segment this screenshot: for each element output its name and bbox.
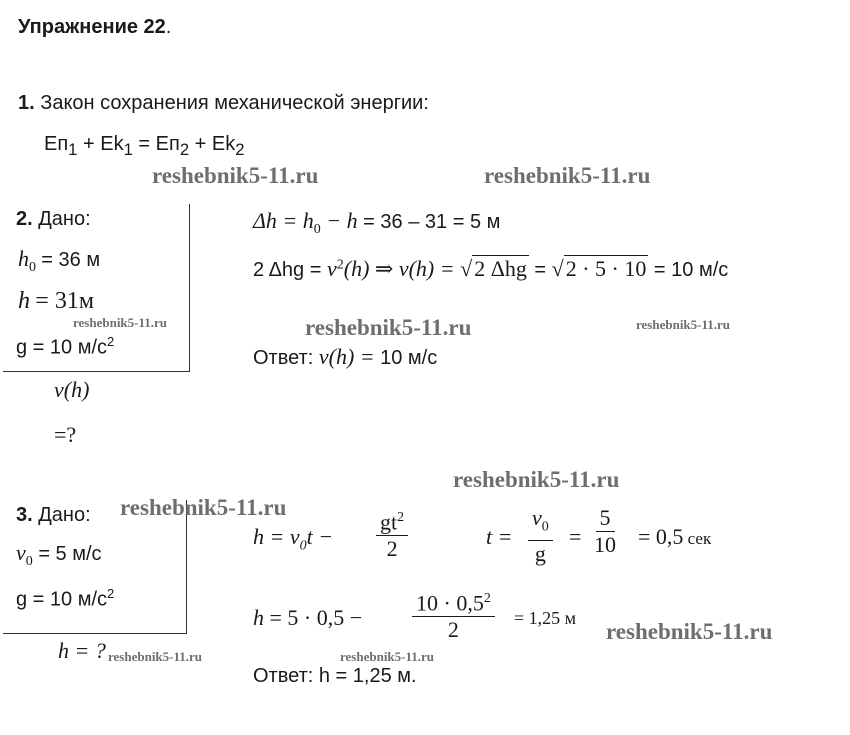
- g-sup: 2: [107, 334, 115, 349]
- eq1-sub: 0: [313, 221, 321, 237]
- task2-g: [16, 334, 114, 360]
- eq1-part-b: t −: [306, 524, 334, 549]
- h-value: = 31м: [35, 288, 95, 314]
- given-box-vline: [189, 204, 190, 372]
- task3-eq2-result: [638, 524, 711, 550]
- eq2-result: = 10 м/с: [648, 259, 729, 281]
- title-bold: Упражнение 22: [18, 16, 166, 38]
- watermark: reshebnik5-11.ru: [453, 467, 620, 492]
- frac-num: gt: [380, 509, 398, 535]
- task3-dano: Дано:: [38, 504, 91, 526]
- task3-eq3: h = 5 · 0,5 −: [253, 605, 363, 630]
- eq2-sup: 2: [336, 257, 344, 273]
- task3-find: h = ?: [58, 638, 106, 663]
- task1-text: Закон сохранения механической энергии:: [40, 92, 429, 114]
- h-symbol: h: [18, 288, 30, 314]
- eq2-part-a: 2 Δhg =: [253, 259, 327, 281]
- given-box-hline: [3, 633, 187, 634]
- frac-num-sub: 0: [541, 519, 549, 535]
- eq-sign: =: [569, 524, 582, 549]
- task2-answer: [253, 344, 437, 370]
- h0-sub: 0: [29, 259, 36, 275]
- frac-num: v: [532, 505, 542, 530]
- watermark: reshebnik5-11.ru: [108, 649, 203, 664]
- eq2-part-d: =: [528, 259, 552, 281]
- formula-part: + Ek: [189, 133, 236, 155]
- frac-den: g: [534, 541, 546, 567]
- frac-num-sup: 2: [397, 510, 405, 525]
- watermark: reshebnik5-11.ru: [120, 495, 287, 520]
- eq2-unit: сек: [683, 529, 712, 548]
- task2-eq2: [253, 256, 728, 282]
- formula-sub: 1: [68, 140, 78, 159]
- task3-eq2-t: t =: [486, 524, 513, 549]
- task2-find: v(h): [54, 377, 90, 402]
- formula-part: = Eп: [132, 133, 180, 155]
- frac-num-sup: 2: [483, 591, 491, 606]
- eq1-part-a: h = v: [253, 524, 300, 549]
- frac-num: 10 · 0,5: [416, 590, 484, 616]
- answer-math: v(h) =: [318, 344, 381, 369]
- task3-header: [16, 504, 91, 527]
- task3-v0: [16, 540, 102, 570]
- formula-sub: 2: [235, 140, 245, 159]
- eq1-math: Δh = h: [253, 208, 314, 233]
- eq2-result: = 0,5: [638, 524, 684, 549]
- fraction-gt2-over-2: [376, 505, 408, 562]
- frac-den: 2: [386, 536, 398, 562]
- watermark: reshebnik5-11.ru: [305, 315, 472, 340]
- g-value: g = 10 м/с: [16, 336, 108, 359]
- task1-line: [18, 92, 429, 115]
- watermark: reshebnik5-11.ru: [152, 163, 319, 188]
- eq1-value: = 36 – 31 = 5 м: [357, 211, 501, 233]
- task2-number: 2.: [16, 208, 33, 230]
- fraction-10x05sq-over-2: [412, 586, 495, 643]
- task2-header: [16, 208, 91, 231]
- v0-sub: 0: [25, 553, 33, 569]
- sqrt-radicand-2: 2 · 5 · 10: [565, 256, 647, 281]
- watermark: reshebnik5-11.ru: [340, 649, 435, 664]
- task2-find-eq: =?: [54, 422, 77, 447]
- eq3-part-a-visible: = 5 · 0,5 −: [264, 605, 363, 630]
- v0-value: = 5 м/с: [32, 543, 102, 565]
- eq2-part-c: (h) ⇒ v(h) =: [343, 256, 461, 281]
- page-title: [18, 16, 171, 39]
- task3-g: [16, 586, 114, 612]
- task3-eq1: [253, 524, 333, 554]
- answer-label: Ответ:: [253, 347, 319, 369]
- task1-number: 1.: [18, 92, 35, 114]
- answer-value: 10 м/с: [380, 347, 438, 369]
- g-value: g = 10 м/с: [16, 588, 108, 611]
- watermark: reshebnik5-11.ru: [636, 317, 731, 332]
- sqrt-radicand-1: 2 Δhg: [474, 256, 527, 281]
- task3-eq3-result: = 1,25 м: [514, 608, 577, 628]
- task3-number: 3.: [16, 504, 33, 526]
- fraction-v0-over-g: [528, 505, 553, 567]
- eq1-math-b: − h: [320, 208, 358, 233]
- formula-part: + Ek: [77, 133, 124, 155]
- given-box-hline: [3, 371, 190, 372]
- eq1-sub: 0: [299, 538, 307, 554]
- watermark: reshebnik5-11.ru: [484, 163, 651, 188]
- sqrt-sign: √: [460, 256, 473, 281]
- g-sup: 2: [107, 586, 115, 601]
- eq2-v: v: [326, 256, 337, 281]
- task1-formula: [44, 133, 244, 160]
- formula-sub: 2: [179, 140, 190, 159]
- formula-sub: 1: [123, 140, 133, 159]
- task3-answer: Ответ: h = 1,25 м.: [253, 665, 417, 687]
- watermark: reshebnik5-11.ru: [606, 619, 773, 644]
- title-dot: .: [165, 16, 172, 38]
- formula-part: Eп: [44, 133, 69, 155]
- task2-h: [18, 288, 94, 315]
- task2-h0: [18, 246, 100, 276]
- task2-eq1: [253, 208, 500, 238]
- frac-num: 5: [596, 505, 615, 532]
- v0-symbol: v: [16, 540, 26, 565]
- sqrt-sign: √: [551, 256, 564, 281]
- frac-den: 10: [594, 532, 616, 557]
- h0-value: = 36 м: [41, 249, 101, 271]
- watermark: reshebnik5-11.ru: [73, 315, 168, 330]
- fraction-5-over-10: [594, 505, 616, 558]
- h0-symbol: h: [18, 246, 29, 271]
- task2-dano: Дано:: [38, 208, 91, 230]
- frac-den: 2: [447, 617, 459, 643]
